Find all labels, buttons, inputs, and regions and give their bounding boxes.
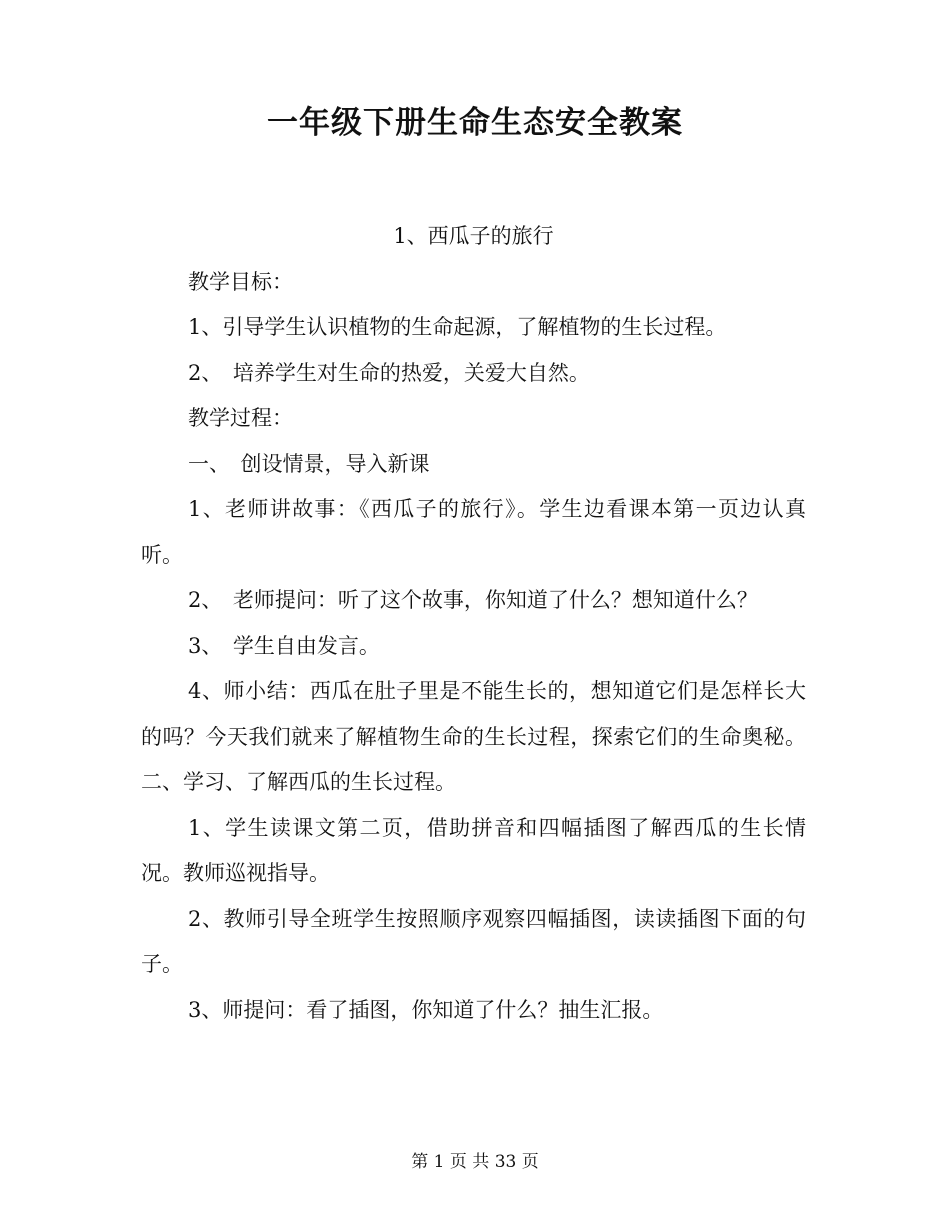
paragraph-step-2-item-1: 1、学生读课文第二页，借助拼音和四幅插图了解西瓜的生长情况。教师巡视指导。 — [141, 815, 806, 885]
paragraph-step-2-item-3: 3、师提问：看了插图，你知道了什么？抽生汇报。 — [188, 997, 664, 1022]
paragraph-step-1-item-1: 1、老师讲故事：《西瓜子的旅行》。学生边看课本第一页边认真听。 — [141, 497, 806, 567]
paragraph-objective-2: 2、 培养学生对生命的热爱，关爱大自然。 — [188, 360, 590, 385]
paragraph-step-1-item-3: 3、 学生自由发言。 — [188, 633, 380, 658]
document-body — [141, 214, 806, 1033]
paragraph-process-heading: 教学过程： — [188, 406, 293, 430]
paragraph-step-1-item-2: 2、 老师提问：听了这个故事，你知道了什么？想知道什么？ — [188, 588, 758, 612]
section-heading: 1、西瓜子的旅行 — [393, 224, 554, 248]
paragraph-step-1-item-4: 4、师小结：西瓜在肚子里是不能生长的，想知道它们是怎样长大的吗？今天我们就来了解植物生命的生长过程，探索它们的生命奥秘。二、学习、了解西瓜的生长过程。 — [141, 679, 806, 794]
paragraph-objectives-heading: 教学目标： — [188, 269, 293, 294]
paragraph-step-2-item-2: 2、教师引导全班学生按照顺序观察四幅插图，读读插图下面的句子。 — [141, 906, 806, 976]
paragraph-step-1-heading: 一、 创设情景，导入新课 — [188, 451, 430, 476]
page-number-footer: 第 1 页 共 33 页 — [411, 1152, 539, 1172]
paragraph-objective-1: 1、引导学生认识植物的生命起源，了解植物的生长过程。 — [188, 315, 727, 339]
document-title: 一年级下册生命生态安全教案 — [267, 105, 683, 141]
